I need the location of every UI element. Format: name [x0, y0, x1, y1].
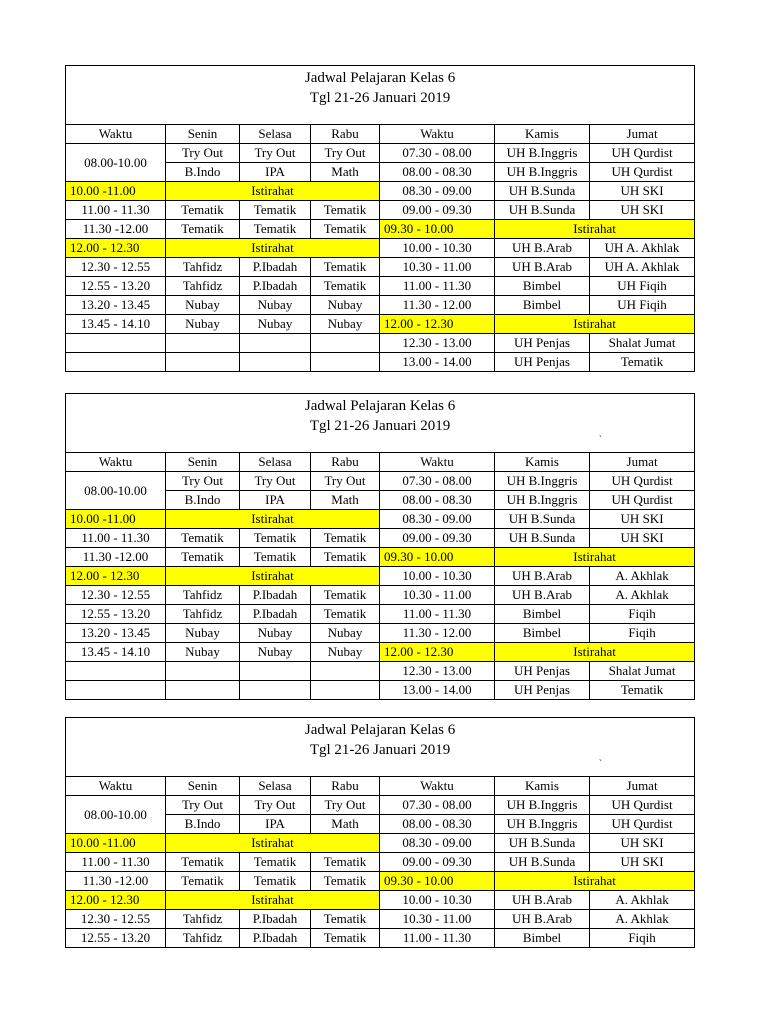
break-time-cell: 12.00 - 12.30 — [66, 239, 166, 258]
time-cell: 10.30 - 11.00 — [380, 910, 495, 929]
subject-cell: UH SKI — [590, 834, 695, 853]
subject-cell: UH B.Sunda — [495, 510, 590, 529]
column-header: Waktu — [380, 125, 495, 144]
empty-cell — [66, 662, 166, 681]
subject-cell: Try Out — [311, 472, 380, 491]
break-time-cell: 09.30 - 10.00 — [380, 548, 495, 567]
subject-cell: UH B.Inggris — [495, 144, 590, 163]
subject-cell: Try Out — [240, 144, 311, 163]
table-row — [66, 548, 695, 567]
schedule-subtitle: Tgl 21-26 Januari 2019 — [309, 418, 451, 434]
table-row — [66, 891, 695, 910]
subject-cell: IPA — [240, 815, 311, 834]
table-row — [66, 529, 695, 548]
time-cell: 09.00 - 09.30 — [380, 201, 495, 220]
schedule-title: Jadwal Pelajaran Kelas 6 — [304, 70, 456, 86]
subject-cell: Nubay — [311, 296, 380, 315]
column-header: Selasa — [240, 453, 311, 472]
subject-cell: UH B.Arab — [495, 910, 590, 929]
time-cell: 11.00 - 11.30 — [66, 853, 166, 872]
time-cell: 11.30 - 12.00 — [380, 624, 495, 643]
subject-cell: Try Out — [166, 144, 240, 163]
subject-cell: Nubay — [240, 643, 311, 662]
subject-cell: Nubay — [166, 624, 240, 643]
empty-cell — [66, 681, 166, 700]
subject-cell: A. Akhlak — [590, 586, 695, 605]
column-header: Rabu — [311, 125, 380, 144]
time-cell: 09.00 - 09.30 — [380, 529, 495, 548]
subject-cell: Tematik — [311, 529, 380, 548]
subject-cell: Math — [311, 491, 380, 510]
subject-cell: UH A. Akhlak — [590, 258, 695, 277]
subject-cell: B.Indo — [166, 815, 240, 834]
subject-cell: Tematik — [311, 910, 380, 929]
column-header: Waktu — [66, 453, 166, 472]
subject-cell: Tematik — [311, 605, 380, 624]
time-cell: 11.00 - 11.30 — [66, 201, 166, 220]
subject-cell: Tematik — [311, 277, 380, 296]
time-cell: 12.30 - 12.55 — [66, 910, 166, 929]
time-cell: 08.00 - 08.30 — [380, 815, 495, 834]
subject-cell: Fiqih — [590, 624, 695, 643]
column-header: Waktu — [380, 777, 495, 796]
empty-cell — [240, 662, 311, 681]
subject-cell: UH Qurdist — [590, 815, 695, 834]
empty-cell — [240, 353, 311, 372]
subject-cell: Nubay — [240, 315, 311, 334]
subject-cell: UH SKI — [590, 201, 695, 220]
break-label-cell: Istirahat — [166, 182, 380, 201]
subject-cell: UH Qurdist — [590, 796, 695, 815]
table-row — [66, 201, 695, 220]
time-cell: 07.30 - 08.00 — [380, 144, 495, 163]
subject-cell: UH Penjas — [495, 353, 590, 372]
table-row — [66, 853, 695, 872]
column-header-row — [66, 453, 695, 472]
time-cell: 11.00 - 11.30 — [380, 605, 495, 624]
break-label-cell: Istirahat — [495, 548, 695, 567]
time-cell: 08.00-10.00 — [66, 144, 166, 182]
time-cell: 13.45 - 14.10 — [66, 315, 166, 334]
column-header: Selasa — [240, 125, 311, 144]
time-cell: 11.30 -12.00 — [66, 872, 166, 891]
time-cell: 13.00 - 14.00 — [380, 681, 495, 700]
subject-cell: Nubay — [240, 624, 311, 643]
subject-cell: Tematik — [311, 220, 380, 239]
break-time-cell: 09.30 - 10.00 — [380, 220, 495, 239]
subject-cell: UH Qurdist — [590, 144, 695, 163]
subject-cell: Bimbel — [495, 277, 590, 296]
table-row — [66, 220, 695, 239]
break-label-cell: Istirahat — [495, 643, 695, 662]
column-header: Kamis — [495, 777, 590, 796]
table-row — [66, 353, 695, 372]
empty-cell — [66, 353, 166, 372]
column-header: Kamis — [495, 453, 590, 472]
subject-cell: UH A. Akhlak — [590, 239, 695, 258]
column-header: Kamis — [495, 125, 590, 144]
subject-cell: Bimbel — [495, 929, 590, 948]
schedule-table-2 — [65, 393, 695, 700]
table-row — [66, 315, 695, 334]
subject-cell: Tematik — [166, 220, 240, 239]
subject-cell: Nubay — [311, 624, 380, 643]
break-time-cell: 12.00 - 12.30 — [66, 891, 166, 910]
time-cell: 10.30 - 11.00 — [380, 258, 495, 277]
subject-cell: Try Out — [166, 472, 240, 491]
subject-cell: Nubay — [240, 296, 311, 315]
subject-cell: UH SKI — [590, 529, 695, 548]
subject-cell: UH B.Arab — [495, 891, 590, 910]
column-header: Jumat — [590, 453, 695, 472]
subject-cell: Shalat Jumat — [590, 662, 695, 681]
schedule-subtitle: Tgl 21-26 Januari 2019 — [309, 742, 451, 758]
subject-cell: UH B.Sunda — [495, 853, 590, 872]
subject-cell: Tematik — [240, 529, 311, 548]
table-row — [66, 277, 695, 296]
subject-cell: Tematik — [311, 929, 380, 948]
column-header: Jumat — [590, 777, 695, 796]
table-row — [66, 258, 695, 277]
subject-cell: Bimbel — [495, 296, 590, 315]
column-header: Rabu — [311, 453, 380, 472]
time-cell: 12.30 - 12.55 — [66, 586, 166, 605]
subject-cell: Bimbel — [495, 624, 590, 643]
subject-cell: UH Fiqih — [590, 277, 695, 296]
break-label-cell: Istirahat — [166, 891, 380, 910]
time-cell: 13.45 - 14.10 — [66, 643, 166, 662]
time-cell: 08.30 - 09.00 — [380, 182, 495, 201]
subject-cell: P.Ibadah — [240, 605, 311, 624]
time-cell: 11.00 - 11.30 — [380, 929, 495, 948]
table-row — [66, 144, 695, 163]
time-cell: 11.30 -12.00 — [66, 220, 166, 239]
break-label-cell: Istirahat — [495, 315, 695, 334]
subject-cell: Math — [311, 815, 380, 834]
time-cell: 07.30 - 08.00 — [380, 472, 495, 491]
column-header: Waktu — [380, 453, 495, 472]
break-time-cell: 10.00 -11.00 — [66, 834, 166, 853]
table-row — [66, 239, 695, 258]
time-cell: 08.00 - 08.30 — [380, 163, 495, 182]
subject-cell: UH Penjas — [495, 334, 590, 353]
stray-mark: ` — [598, 435, 603, 446]
subject-cell: IPA — [240, 163, 311, 182]
break-label-cell: Istirahat — [166, 567, 380, 586]
subject-cell: Tematik — [166, 201, 240, 220]
time-cell: 13.20 - 13.45 — [66, 296, 166, 315]
break-time-cell: 10.00 -11.00 — [66, 182, 166, 201]
schedule-table-3 — [65, 717, 695, 948]
time-cell: 12.55 - 13.20 — [66, 605, 166, 624]
stray-mark: ` — [598, 759, 603, 770]
subject-cell: Tematik — [311, 548, 380, 567]
column-header: Rabu — [311, 777, 380, 796]
title-row — [66, 66, 695, 125]
subject-cell: UH B.Inggris — [495, 163, 590, 182]
subject-cell: UH B.Inggris — [495, 472, 590, 491]
subject-cell: P.Ibadah — [240, 910, 311, 929]
subject-cell: P.Ibadah — [240, 929, 311, 948]
column-header: Selasa — [240, 777, 311, 796]
subject-cell: Tahfidz — [166, 929, 240, 948]
subject-cell: Math — [311, 163, 380, 182]
subject-cell: Tematik — [311, 586, 380, 605]
subject-cell: Try Out — [240, 472, 311, 491]
subject-cell: UH B.Arab — [495, 239, 590, 258]
subject-cell: UH Qurdist — [590, 491, 695, 510]
subject-cell: Tematik — [311, 872, 380, 891]
column-header-row — [66, 777, 695, 796]
schedule-subtitle: Tgl 21-26 Januari 2019 — [309, 90, 451, 106]
subject-cell: Fiqih — [590, 605, 695, 624]
time-cell: 12.30 - 12.55 — [66, 258, 166, 277]
subject-cell: UH B.Sunda — [495, 529, 590, 548]
subject-cell: Tematik — [166, 872, 240, 891]
table-row — [66, 624, 695, 643]
subject-cell: Tematik — [240, 853, 311, 872]
subject-cell: Tematik — [240, 220, 311, 239]
subject-cell: A. Akhlak — [590, 567, 695, 586]
subject-cell: A. Akhlak — [590, 910, 695, 929]
subject-cell: Tematik — [240, 872, 311, 891]
break-time-cell: 12.00 - 12.30 — [380, 315, 495, 334]
empty-cell — [311, 681, 380, 700]
time-cell: 10.00 - 10.30 — [380, 239, 495, 258]
column-header: Senin — [166, 453, 240, 472]
schedule-table-1 — [65, 65, 695, 372]
subject-cell: UH B.Arab — [495, 586, 590, 605]
subject-cell: Tematik — [311, 201, 380, 220]
title-cell — [66, 66, 695, 125]
subject-cell: Tematik — [590, 681, 695, 700]
time-cell: 08.00-10.00 — [66, 796, 166, 834]
time-cell: 12.55 - 13.20 — [66, 929, 166, 948]
subject-cell: Shalat Jumat — [590, 334, 695, 353]
subject-cell: UH Penjas — [495, 662, 590, 681]
subject-cell: P.Ibadah — [240, 277, 311, 296]
title-row — [66, 718, 695, 777]
break-time-cell: 09.30 - 10.00 — [380, 872, 495, 891]
subject-cell: UH SKI — [590, 182, 695, 201]
table-row — [66, 662, 695, 681]
table-row — [66, 472, 695, 491]
empty-cell — [166, 353, 240, 372]
title-row — [66, 394, 695, 453]
break-label-cell: Istirahat — [495, 872, 695, 891]
column-header: Waktu — [66, 125, 166, 144]
time-cell: 07.30 - 08.00 — [380, 796, 495, 815]
table-row — [66, 681, 695, 700]
subject-cell: UH Penjas — [495, 681, 590, 700]
subject-cell: Tematik — [311, 258, 380, 277]
time-cell: 13.00 - 14.00 — [380, 353, 495, 372]
time-cell: 10.00 - 10.30 — [380, 567, 495, 586]
subject-cell: A. Akhlak — [590, 891, 695, 910]
time-cell: 08.00-10.00 — [66, 472, 166, 510]
table-row — [66, 643, 695, 662]
table-row — [66, 567, 695, 586]
subject-cell: Bimbel — [495, 605, 590, 624]
subject-cell: Nubay — [166, 643, 240, 662]
table-row — [66, 296, 695, 315]
subject-cell: Nubay — [166, 296, 240, 315]
time-cell: 10.00 - 10.30 — [380, 891, 495, 910]
subject-cell: B.Indo — [166, 491, 240, 510]
table-row — [66, 334, 695, 353]
time-cell: 13.20 - 13.45 — [66, 624, 166, 643]
subject-cell: UH B.Arab — [495, 567, 590, 586]
subject-cell: UH Qurdist — [590, 163, 695, 182]
time-cell: 11.30 -12.00 — [66, 548, 166, 567]
break-label-cell: Istirahat — [166, 834, 380, 853]
subject-cell: Try Out — [166, 796, 240, 815]
subject-cell: UH B.Arab — [495, 258, 590, 277]
subject-cell: Tahfidz — [166, 258, 240, 277]
subject-cell: Tematik — [240, 548, 311, 567]
time-cell: 12.55 - 13.20 — [66, 277, 166, 296]
subject-cell: Tematik — [240, 201, 311, 220]
subject-cell: Tematik — [166, 529, 240, 548]
subject-cell: UH B.Sunda — [495, 201, 590, 220]
subject-cell: Try Out — [311, 144, 380, 163]
column-header: Senin — [166, 125, 240, 144]
table-row — [66, 834, 695, 853]
empty-cell — [311, 334, 380, 353]
subject-cell: P.Ibadah — [240, 258, 311, 277]
time-cell: 11.30 - 12.00 — [380, 296, 495, 315]
empty-cell — [240, 334, 311, 353]
column-header: Senin — [166, 777, 240, 796]
subject-cell: UH Qurdist — [590, 472, 695, 491]
subject-cell: Tahfidz — [166, 277, 240, 296]
break-time-cell: 10.00 -11.00 — [66, 510, 166, 529]
subject-cell: Fiqih — [590, 929, 695, 948]
column-header: Jumat — [590, 125, 695, 144]
break-label-cell: Istirahat — [166, 510, 380, 529]
subject-cell: UH B.Sunda — [495, 182, 590, 201]
time-cell: 11.00 - 11.30 — [66, 529, 166, 548]
break-time-cell: 12.00 - 12.30 — [66, 567, 166, 586]
subject-cell: Tahfidz — [166, 586, 240, 605]
empty-cell — [240, 681, 311, 700]
table-row — [66, 796, 695, 815]
subject-cell: UH SKI — [590, 510, 695, 529]
subject-cell: Tahfidz — [166, 910, 240, 929]
table-row — [66, 872, 695, 891]
empty-cell — [311, 662, 380, 681]
table-row — [66, 510, 695, 529]
table-row — [66, 586, 695, 605]
time-cell: 11.00 - 11.30 — [380, 277, 495, 296]
column-header: Waktu — [66, 777, 166, 796]
empty-cell — [166, 681, 240, 700]
subject-cell: Nubay — [311, 315, 380, 334]
subject-cell: Tematik — [166, 853, 240, 872]
time-cell: 12.30 - 13.00 — [380, 334, 495, 353]
subject-cell: Try Out — [311, 796, 380, 815]
subject-cell: UH B.Inggris — [495, 491, 590, 510]
time-cell: 08.30 - 09.00 — [380, 510, 495, 529]
time-cell: 12.30 - 13.00 — [380, 662, 495, 681]
break-label-cell: Istirahat — [495, 220, 695, 239]
subject-cell: Tematik — [166, 548, 240, 567]
subject-cell: UH Fiqih — [590, 296, 695, 315]
subject-cell: Nubay — [311, 643, 380, 662]
subject-cell: Try Out — [240, 796, 311, 815]
schedule-title: Jadwal Pelajaran Kelas 6 — [304, 722, 456, 738]
time-cell: 08.00 - 08.30 — [380, 491, 495, 510]
time-cell: 09.00 - 09.30 — [380, 853, 495, 872]
subject-cell: Nubay — [166, 315, 240, 334]
table-row — [66, 182, 695, 201]
title-cell — [66, 394, 695, 453]
subject-cell: Tematik — [590, 353, 695, 372]
break-time-cell: 12.00 - 12.30 — [380, 643, 495, 662]
subject-cell: Tematik — [311, 853, 380, 872]
table-row — [66, 910, 695, 929]
subject-cell: P.Ibadah — [240, 586, 311, 605]
table-row — [66, 929, 695, 948]
time-cell: 08.30 - 09.00 — [380, 834, 495, 853]
schedule-title: Jadwal Pelajaran Kelas 6 — [304, 398, 456, 414]
break-label-cell: Istirahat — [166, 239, 380, 258]
subject-cell: UH B.Inggris — [495, 796, 590, 815]
table-row — [66, 605, 695, 624]
subject-cell: UH SKI — [590, 853, 695, 872]
empty-cell — [166, 334, 240, 353]
empty-cell — [66, 334, 166, 353]
subject-cell: UH B.Inggris — [495, 815, 590, 834]
subject-cell: B.Indo — [166, 163, 240, 182]
empty-cell — [166, 662, 240, 681]
subject-cell: IPA — [240, 491, 311, 510]
title-cell — [66, 718, 695, 777]
subject-cell: Tahfidz — [166, 605, 240, 624]
time-cell: 10.30 - 11.00 — [380, 586, 495, 605]
subject-cell: UH B.Sunda — [495, 834, 590, 853]
empty-cell — [311, 353, 380, 372]
column-header-row — [66, 125, 695, 144]
